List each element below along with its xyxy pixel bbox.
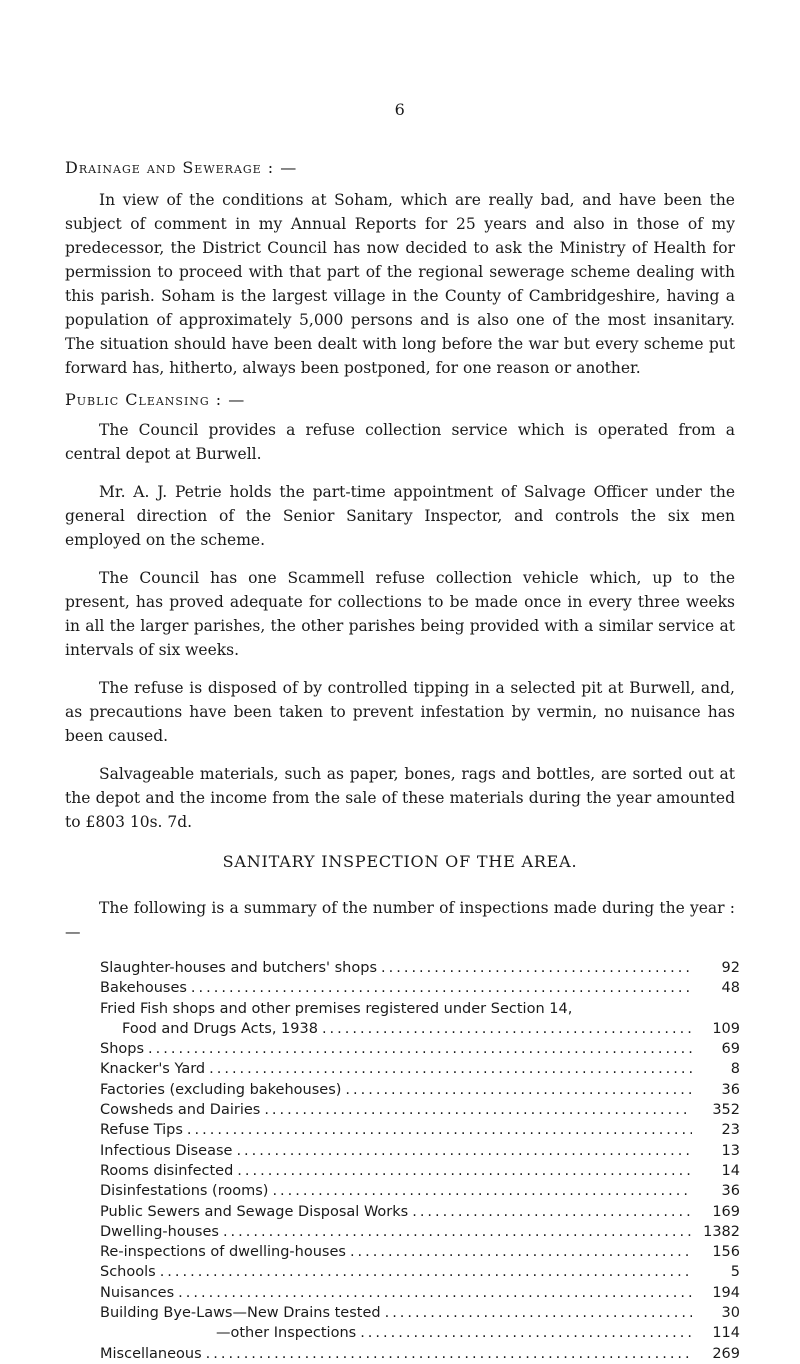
- list-item: [100, 999, 740, 1019]
- cleansing-paragraph-3: The Council has one Scammell refuse collection vehicle which, up to the present, has proved adequate for collections to be made once in every three weeks in all the larger parishes, the other parishes being provided with a similar service at intervals of six weeks.: [65, 569, 735, 659]
- list-item: [100, 1100, 740, 1120]
- list-item: [100, 1181, 740, 1201]
- list-item: [100, 1283, 740, 1303]
- list-item: [100, 1323, 740, 1343]
- item-label: Re-inspections of dwelling-houses: [100, 1244, 346, 1261]
- list-item: [100, 1120, 740, 1140]
- list-item: [100, 958, 740, 978]
- item-label: Fried Fish shops and other premises registered under Section 14,: [100, 1000, 573, 1017]
- item-count: 8: [730, 1061, 740, 1078]
- item-count: 1382: [703, 1223, 740, 1240]
- list-item: [100, 1161, 740, 1181]
- list-item: [100, 978, 740, 998]
- drainage-paragraph: In view of the conditions at Soham, which are really bad, and have been the subject of comment in my Annual Reports for 25 years and also in those of my predecessor, the District Council has now decided to ask the Ministry of Health for permission to proceed with that part of the regional sewerage scheme dealing with this parish. Soham is the largest village in the County of Cambridgeshire, having a population of approximately 5,000 persons and is also one of the most insanitary. The situation should have been dealt with long before the war but every scheme put forward has, hitherto, always been postponed, for one reason or another.: [65, 191, 735, 377]
- item-label: Refuse Tips: [100, 1122, 183, 1139]
- item-count: 114: [712, 1325, 740, 1342]
- cleansing-paragraph-5: Salvageable materials, such as paper, bones, rags and bottles, are sorted out at the depot and the income from the sale of these materials during the year amounted to £803 10s. 7d.: [65, 765, 735, 831]
- item-count: 169: [712, 1203, 740, 1220]
- item-label: Public Sewers and Sewage Disposal Works: [100, 1203, 409, 1220]
- drainage-heading: Drainage and Sewerage : —: [65, 158, 298, 177]
- page-number: 6: [394, 100, 406, 119]
- list-item: [100, 1059, 740, 1079]
- item-count: 194: [712, 1284, 740, 1301]
- list-item: [100, 1262, 740, 1282]
- item-count: 48: [721, 980, 740, 997]
- item-label: Nuisances: [100, 1284, 175, 1301]
- item-label: Factories (excluding bakehouses): [100, 1081, 342, 1098]
- cleansing-paragraph-2: Mr. A. J. Petrie holds the part-time appointment of Salvage Officer under the general direction of the Senior Sanitary Inspector, and controls the six men employed on the scheme.: [65, 483, 735, 549]
- item-label: Miscellaneous: [100, 1345, 202, 1362]
- item-label: Rooms disinfected: [100, 1162, 234, 1179]
- item-label: Slaughter-houses and butchers' shops: [100, 960, 378, 976]
- item-label: Knacker's Yard: [100, 1061, 206, 1078]
- list-item: [100, 1222, 740, 1242]
- item-label: Disinfestations (rooms): [100, 1183, 269, 1200]
- item-count: 14: [721, 1162, 740, 1179]
- item-count: 109: [712, 1020, 740, 1037]
- cleansing-paragraph-4: The refuse is disposed of by controlled tipping in a selected pit at Burwell, and, as precautions have been taken to prevent infestation by vermin, no nuisance has been caused.: [65, 679, 735, 745]
- item-label: Dwelling-houses: [100, 1223, 219, 1240]
- public-cleansing-heading: Public Cleansing : —: [65, 390, 246, 409]
- item-label: Schools: [100, 1264, 156, 1281]
- item-count: 30: [721, 1305, 740, 1322]
- item-label: Bakehouses: [100, 980, 187, 997]
- item-count: 5: [730, 1264, 740, 1281]
- item-count: 352: [712, 1102, 740, 1119]
- item-label: Food and Drugs Acts, 1938: [122, 1020, 318, 1037]
- item-count: 269: [712, 1345, 740, 1362]
- item-count: 13: [721, 1142, 740, 1159]
- item-label: Building Bye-Laws—New Drains tested: [100, 1305, 381, 1322]
- list-item: [100, 1242, 740, 1262]
- list-item: [100, 1019, 740, 1039]
- list-item: [100, 1080, 740, 1100]
- list-item: [100, 1039, 740, 1059]
- list-item: [100, 1202, 740, 1222]
- item-label: Infectious Disease: [100, 1142, 233, 1159]
- sanitary-inspection-title: SANITARY INSPECTION OF THE AREA.: [222, 852, 578, 871]
- list-item: [100, 1141, 740, 1161]
- item-count: 23: [721, 1122, 740, 1139]
- item-count: 36: [721, 1183, 740, 1200]
- sanitary-intro: The following is a summary of the number of inspections made during the year : —: [65, 899, 735, 941]
- item-count: 69: [721, 1041, 740, 1058]
- item-count: 92: [721, 960, 740, 976]
- list-item: [100, 1303, 740, 1323]
- item-count: 156: [712, 1244, 740, 1261]
- item-label: Cowsheds and Dairies: [100, 1102, 261, 1119]
- list-item: [100, 1344, 740, 1364]
- item-label: —other Inspections: [216, 1325, 357, 1342]
- inspection-list: [100, 958, 740, 1364]
- item-count: 36: [721, 1081, 740, 1098]
- item-label: Shops: [100, 1041, 145, 1058]
- cleansing-paragraph-1: The Council provides a refuse collection service which is operated from a central depot at Burwell.: [65, 421, 735, 463]
